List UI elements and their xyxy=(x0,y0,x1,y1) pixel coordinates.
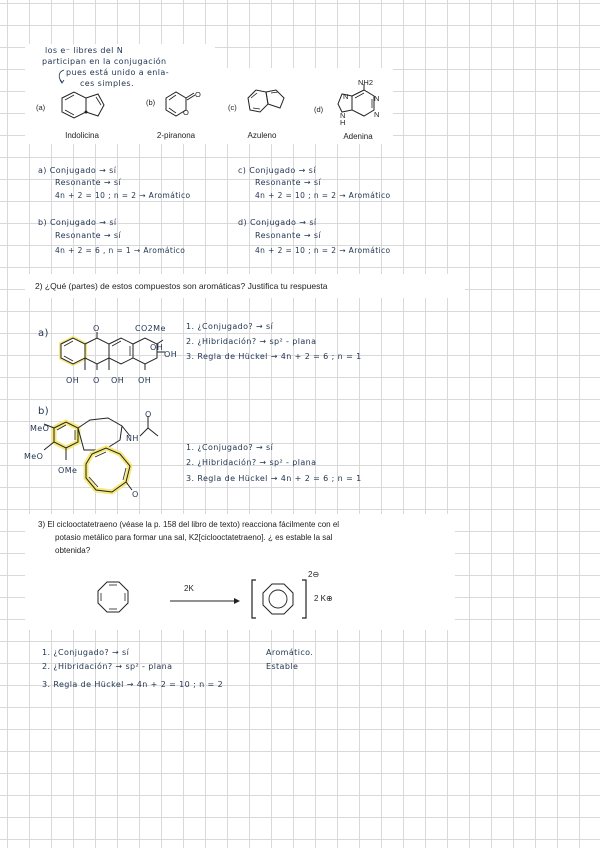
colchicine-structure xyxy=(40,410,170,520)
compound-b-label: (b) xyxy=(146,98,156,107)
answer-c-line2: Resonante → sí xyxy=(255,178,322,187)
cot-dianion-structure xyxy=(250,578,310,628)
compound-b-name: 2-piranona xyxy=(156,131,196,140)
q2b-ome: OMe xyxy=(58,466,78,475)
q3-reagent: 2K xyxy=(184,584,194,593)
note-line-1: los e⁻ libres del N xyxy=(45,46,124,55)
compound-d-name: Adenina xyxy=(343,132,373,141)
adenine-n3: N xyxy=(374,110,380,119)
q2b-label: b) xyxy=(38,406,50,417)
compound-a-label: (a) xyxy=(36,103,46,112)
q2a-label: a) xyxy=(38,328,49,339)
q2a-oxygen-top: O xyxy=(93,324,100,333)
dianion-charge: 2⊖ xyxy=(308,570,320,579)
q2-question: 2) ¿Qué (partes) de estos compuestos son aromáticas? Justifica tu respuesta xyxy=(35,281,328,291)
note-line-3: pues está unido a enla- xyxy=(66,68,169,77)
q2a-oh-2: OH xyxy=(111,376,125,385)
q3-result-aromatic: Aromático. xyxy=(266,648,314,657)
q2a-oxygen-bottom: O xyxy=(93,376,100,385)
adenine-n1: N xyxy=(343,92,349,101)
q2b-step3: 3. Regla de Hückel → 4n + 2 = 6 ; n = 1 xyxy=(186,474,362,483)
note-line-4: ces simples. xyxy=(80,79,134,88)
q3-step1: 1. ¿Conjugado? → sí xyxy=(42,648,130,657)
answer-a-line1: a) Conjugado → sí xyxy=(38,166,117,175)
compound-d-label: (d) xyxy=(314,105,324,114)
compound-c-name: Azuleno xyxy=(247,131,277,140)
q2b-meo-2: MeO xyxy=(24,452,44,461)
q2a-oh-1: OH xyxy=(66,376,80,385)
answer-d-line2: Resonante → sí xyxy=(255,231,322,240)
compound-a-name: Indolicina xyxy=(65,131,99,140)
note-line-2: participan en la conjugación xyxy=(42,57,167,66)
q2a-oh-4: OH xyxy=(150,343,164,352)
pyranone-ring-oxygen: O xyxy=(183,108,189,117)
q2a-step1: 1. ¿Conjugado? → sí xyxy=(186,322,274,331)
q3-panel xyxy=(25,514,455,630)
q2b-step2: 2. ¿Hibridación? → sp² - plana xyxy=(186,458,317,467)
q3-step3: 3. Regla de Hückel → 4n + 2 = 10 ; n = 2 xyxy=(42,680,224,689)
adenine-n2: N xyxy=(374,94,380,103)
q2b-nh: NH xyxy=(126,434,139,443)
q2b-oxygen-top: O xyxy=(145,410,152,419)
cyclooctatetraene-structure xyxy=(95,580,135,620)
counterion: 2 K⊕ xyxy=(314,594,333,603)
answer-c-line1: c) Conjugado → sí xyxy=(238,166,316,175)
answer-b-line3: 4n + 2 = 6 , n = 1 → Aromático xyxy=(55,246,186,255)
q3-text-3: obtenida? xyxy=(55,546,91,555)
q2a-oh-right: OH xyxy=(164,350,178,359)
answer-b-line2: Resonante → sí xyxy=(55,231,122,240)
indolizine-structure xyxy=(52,90,112,130)
q2b-step1: 1. ¿Conjugado? → sí xyxy=(186,443,274,452)
answer-b-line1: b) Conjugado → sí xyxy=(38,218,117,227)
q3-result-stable: Estable xyxy=(266,662,299,671)
q2a-step2: 2. ¿Hibridación? → sp² - plana xyxy=(186,337,317,346)
adenine-nh: N H xyxy=(340,111,346,127)
q3-step2: 2. ¿Hibridación? → sp² - plana xyxy=(42,662,173,671)
q2a-oh-3: OH xyxy=(138,376,152,385)
answer-a-line2: Resonante → sí xyxy=(55,178,122,187)
azulene-structure xyxy=(238,86,298,126)
compound-c-label: (c) xyxy=(228,103,237,112)
q3-text-1: 3) El ciclooctatetraeno (véase la p. 158 del libro de texto) reacciona fácilmente con el xyxy=(38,520,340,529)
q2a-co2me: CO2Me xyxy=(135,324,166,333)
answer-d-line3: 4n + 2 = 10 ; n = 2 → Aromático xyxy=(255,246,391,255)
q2b-oxygen-bottom: O xyxy=(132,490,139,499)
q3-text-2: potasio metálico para formar una sal, K2[ciclooctatetraeno]. ¿ es estable la sal xyxy=(55,533,333,542)
note-arrow xyxy=(54,68,74,88)
q2a-step3: 3. Regla de Hückel → 4n + 2 = 6 ; n = 1 xyxy=(186,352,362,361)
answer-d-line1: d) Conjugado → sí xyxy=(238,218,317,227)
q2b-meo-1: MeO xyxy=(30,424,50,433)
pyranone-carbonyl-oxygen: O xyxy=(195,90,201,99)
adenine-nh2: NH2 xyxy=(358,78,374,87)
answer-a-line3: 4n + 2 = 10 ; n = 2 → Aromático xyxy=(55,191,191,200)
answer-c-line3: 4n + 2 = 10 ; n = 2 → Aromático xyxy=(255,191,391,200)
reaction-arrow xyxy=(170,596,240,606)
